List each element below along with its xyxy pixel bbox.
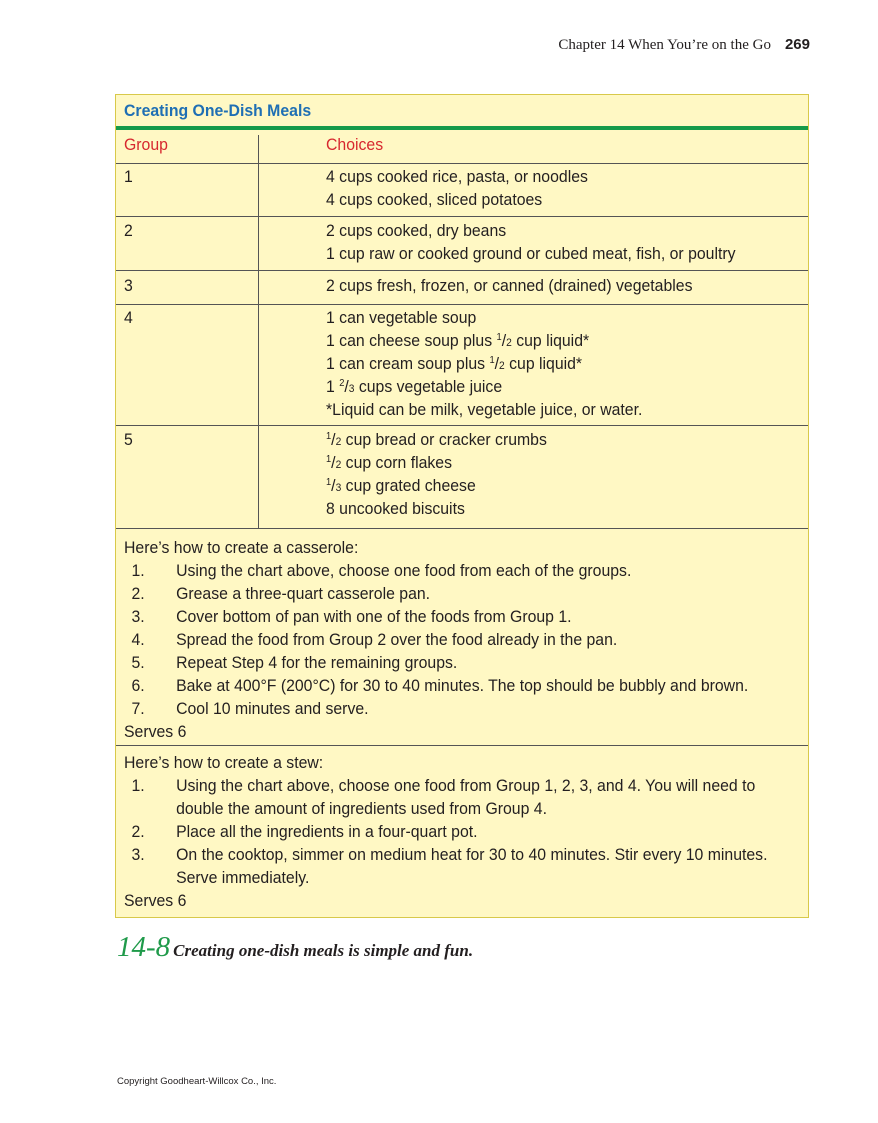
fraction: $^1$/3 [326,476,342,495]
section-divider [116,745,808,746]
casserole-step [124,559,748,582]
choice-item: 1 can cream soup plus $^1$/2 cup liquid* [326,354,583,373]
group-cell: 3 [124,276,133,295]
choice-item: 1 $^2$/3 cups vegetable juice [326,377,503,396]
choices-cell [326,428,547,520]
stew-step [124,820,767,843]
fraction: $^2$/3 [339,377,355,396]
choice-item: 4 cups cooked, sliced potatoes [326,190,543,209]
group-cell: 1 [124,167,133,186]
step-number: 3. [131,607,145,626]
choice-item: 2 cups fresh, frozen, or canned (drained) vegetables [326,276,693,295]
fraction: $^1$/2 [496,331,512,350]
column-divider [258,135,259,528]
choices-cell [326,165,588,211]
step-text-line: double the amount of ingredients used from Group 4. [176,799,547,818]
stew-procedure [124,751,767,912]
running-head [558,36,810,54]
fraction: $^1$/2 [326,453,342,472]
casserole-procedure [124,536,748,743]
row-divider [116,216,808,217]
casserole-serves: Serves 6 [124,722,187,741]
group-cell: 4 [124,308,133,327]
step-number: 1. [131,561,145,580]
column-header-choices: Choices [326,135,384,154]
casserole-step [124,605,748,628]
choice-item: 8 uncooked biscuits [326,499,465,518]
step-text-line: Using the chart above, choose one food from Group 1, 2, 3, and 4. You will need to [176,776,756,795]
step-text: Bake at 400°F (200°C) for 30 to 40 minutes. The top should be bubbly and brown. [176,676,749,695]
figure-caption [117,931,473,964]
casserole-step [124,651,748,674]
choice-item: 2 cups cooked, dry beans [326,221,507,240]
step-text-line: Serve immediately. [176,868,310,887]
row-divider [116,270,808,271]
fraction: $^1$/2 [326,430,342,449]
choice-item: 1 can cheese soup plus $^1$/2 cup liquid* [326,331,590,350]
choice-item: $^1$/3 cup grated cheese [326,476,476,495]
casserole-step [124,674,748,697]
step-text: Repeat Step 4 for the remaining groups. [176,653,458,672]
column-header-group: Group [124,135,168,154]
choice-item: $^1$/2 cup bread or cracker crumbs [326,430,547,449]
page-number: 269 [784,36,810,53]
one-dish-meals-table [115,94,809,918]
choices-cell [326,274,692,297]
step-number: 1. [131,776,145,795]
step-text: Grease a three-quart casserole pan. [176,584,431,603]
group-cell: 2 [124,221,133,240]
step-text-line: Place all the ingredients in a four-quart pot. [176,822,478,841]
step-number: 4. [131,630,145,649]
stew-serves: Serves 6 [124,891,187,910]
casserole-step [124,697,748,720]
choice-item: $^1$/2 cup corn flakes [326,453,453,472]
choice-item: 4 cups cooked rice, pasta, or noodles [326,167,588,186]
stew-step [124,843,767,889]
fraction: $^1$/2 [489,354,505,373]
casserole-step [124,628,748,651]
group-cell: 5 [124,430,133,449]
step-number: 2. [131,822,145,841]
step-number: 5. [131,653,145,672]
step-text: Cool 10 minutes and serve. [176,699,369,718]
chapter-title: Chapter 14 When You’re on the Go [558,37,771,53]
step-number: 7. [131,699,145,718]
stew-intro: Here’s how to create a stew: [124,753,324,772]
choices-cell [326,306,642,421]
copyright-footer: Copyright Goodheart-Willcox Co., Inc. [117,1076,277,1087]
choice-item: *Liquid can be milk, vegetable juice, or water. [326,400,643,419]
step-text-line: On the cooktop, simmer on medium heat for 30 to 40 minutes. Stir every 10 minutes. [176,845,768,864]
step-text: Cover bottom of pan with one of the foods from Group 1. [176,607,572,626]
step-number: 3. [131,845,145,864]
title-rule [116,126,808,130]
row-divider [116,425,808,426]
step-text: Using the chart above, choose one food from each of the groups. [176,561,632,580]
casserole-step [124,582,748,605]
stew-step [124,774,767,820]
figure-number: 14-8 [117,931,171,963]
step-text: Spread the food from Group 2 over the food already in the pan. [176,630,618,649]
casserole-intro: Here’s how to create a casserole: [124,538,359,557]
step-number: 2. [131,584,145,603]
choices-cell [326,219,736,265]
step-number: 6. [131,676,145,695]
choice-item: 1 can vegetable soup [326,308,477,327]
row-divider [116,304,808,305]
row-divider [116,528,808,529]
table-title: Creating One-Dish Meals [124,101,312,120]
choice-item: 1 cup raw or cooked ground or cubed meat, fish, or poultry [326,244,736,263]
row-divider [116,163,808,164]
caption-text: Creating one-dish meals is simple and fun. [173,941,474,960]
